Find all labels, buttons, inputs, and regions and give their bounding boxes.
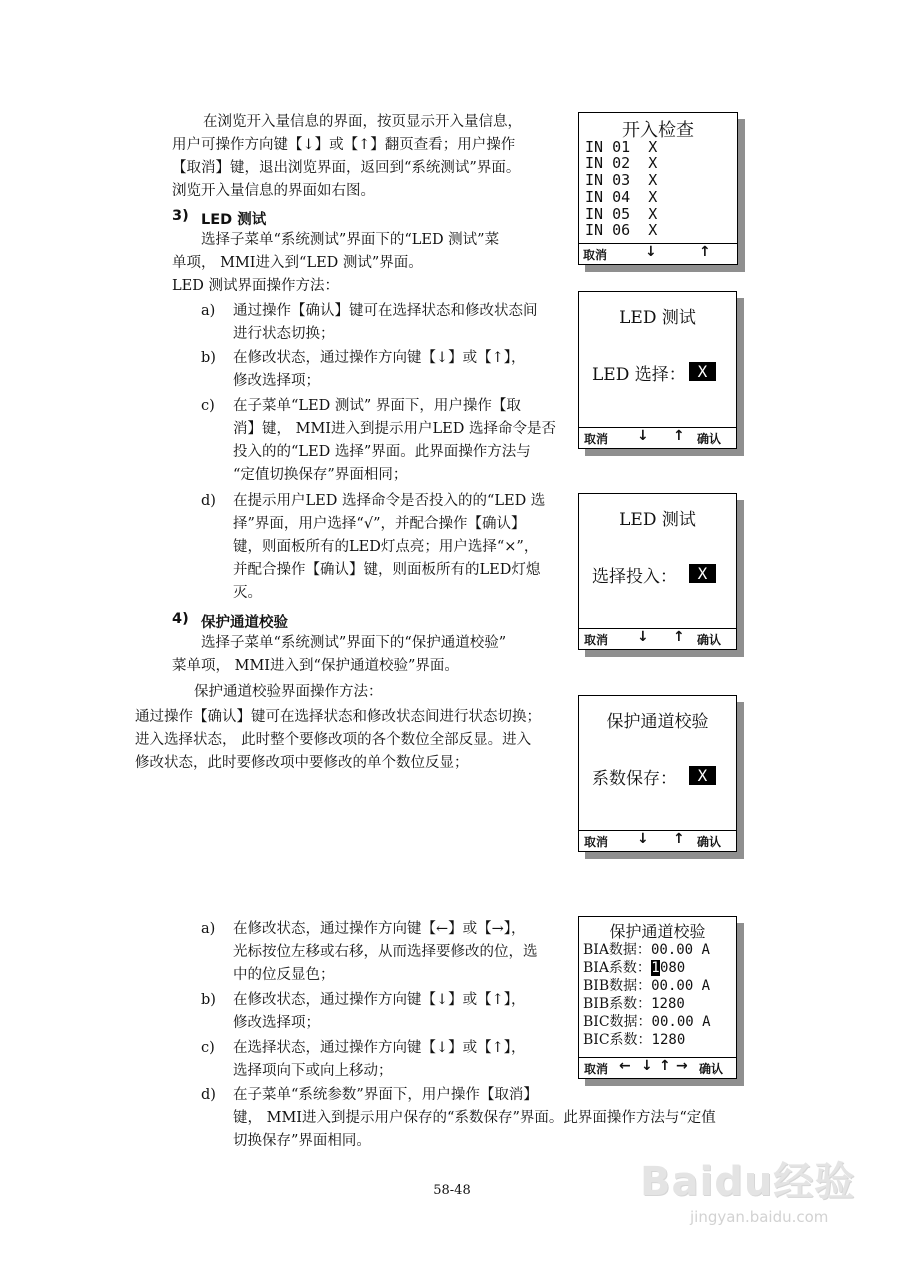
down-arrow-icon[interactable]: ↓ xyxy=(637,831,649,847)
item-text: 键， MMI进入到提示用户保存的“系数保存”界面。此界面操作方法与“定值 xyxy=(233,1110,716,1126)
item-text: 投入的的“LED 选择”界面。此界面操作方法与 xyxy=(233,444,531,460)
input-row: IN 04 X xyxy=(585,188,658,206)
softkey-bar xyxy=(579,243,737,264)
item-text: 在修改状态，通过操作方向键【↓】或【↑】， xyxy=(233,350,526,366)
channel-name: BIB系数： xyxy=(583,996,652,1012)
channel-value: 00.00 A xyxy=(651,1014,711,1030)
item-text: 光标按位左移或右移，从而选择要修改的位，选 xyxy=(233,944,538,960)
sec4-intro: 菜单项， MMI进入到“保护通道校验”界面。 xyxy=(172,658,459,674)
screen-title: LED 测试 xyxy=(619,308,696,328)
screen-title: 开入检查 xyxy=(622,120,694,141)
softkey-bar xyxy=(579,427,736,448)
item-text: 在选择状态，通过操作方向键【↓】或【↑】， xyxy=(233,1040,526,1056)
softkey-bar xyxy=(579,1057,736,1078)
down-arrow-icon[interactable]: ↓ xyxy=(641,1058,653,1074)
channel-row xyxy=(583,941,710,959)
confirm-softkey[interactable]: 确认 xyxy=(697,835,722,849)
item-label: d) xyxy=(201,493,216,509)
softkey-bar xyxy=(579,830,736,851)
up-arrow-icon[interactable]: ↑ xyxy=(673,629,685,645)
para1-line: 浏览开入量信息的界面如右图。 xyxy=(172,183,375,199)
item-text: 择”界面，用户选择“√”，并配合操作【确认】 xyxy=(233,516,526,532)
channel-name: BIC系数： xyxy=(583,1032,652,1048)
channel-row xyxy=(583,977,710,995)
channel-name: BIA系数： xyxy=(583,960,651,976)
softkey-bar xyxy=(579,628,736,649)
section-title: LED 测试 xyxy=(201,212,267,228)
channel-name: BIA数据： xyxy=(583,942,651,958)
item-text: 修改选择项； xyxy=(233,1015,320,1031)
item-text: 键，则面板所有的LED灯点亮；用户选择“×”， xyxy=(233,539,539,555)
channel-row xyxy=(583,995,685,1013)
item-label: b) xyxy=(201,992,216,1008)
channel-row xyxy=(583,1031,685,1049)
channel-value: 00.00 A xyxy=(651,978,711,994)
page-number: 58-48 xyxy=(433,1183,471,1198)
led-select-label: LED 选择： xyxy=(592,365,686,385)
item-text: 中的位反显色； xyxy=(233,967,335,983)
confirm-softkey[interactable]: 确认 xyxy=(697,633,722,647)
input-row: IN 02 X xyxy=(585,154,658,172)
led-select-value[interactable]: X xyxy=(689,362,716,381)
right-arrow-icon[interactable]: → xyxy=(676,1058,688,1074)
screen-title: 保护通道校验 xyxy=(606,712,709,732)
channel-value: 00.00 A xyxy=(650,942,710,958)
down-arrow-icon[interactable]: ↓ xyxy=(645,244,657,260)
input-row: IN 01 X xyxy=(585,138,658,156)
item-text: 切换保存”界面相同。 xyxy=(233,1133,371,1149)
edit-cursor[interactable]: 1 xyxy=(651,960,660,976)
section-number: 4) xyxy=(172,611,189,627)
up-arrow-icon[interactable]: ↑ xyxy=(699,244,711,260)
sec3-intro: 单项， MMI进入到“LED 测试”界面。 xyxy=(172,255,423,271)
channel-name: BIC数据： xyxy=(583,1014,652,1030)
item-label: b) xyxy=(201,350,216,366)
baidu-watermark-logo: Baidu经验 xyxy=(640,1159,856,1205)
item-text: 在子菜单“LED 测试” 界面下，用户操作【取 xyxy=(233,398,521,414)
sec3-method: LED 测试界面操作方法： xyxy=(172,278,339,294)
input-row: IN 06 X xyxy=(585,221,658,239)
coef-save-label: 系数保存： xyxy=(592,769,677,789)
item-label: c) xyxy=(201,398,215,414)
cancel-softkey[interactable]: 取消 xyxy=(584,1062,609,1076)
channel-row xyxy=(583,959,685,977)
para1-line: 在浏览开入量信息的界面，按页显示开入量信息， xyxy=(203,114,522,130)
section-number: 3) xyxy=(172,208,189,224)
channel-value: 1280 xyxy=(651,996,685,1012)
channel-name: BIB数据： xyxy=(583,978,652,994)
screen-title: LED 测试 xyxy=(619,510,696,530)
item-text: 并配合操作【确认】键，则面板所有的LED灯熄 xyxy=(233,562,541,578)
cancel-softkey[interactable]: 取消 xyxy=(583,248,608,262)
input-row: IN 03 X xyxy=(585,171,658,189)
cancel-softkey[interactable]: 取消 xyxy=(584,432,609,446)
lcd-screen-channel-save xyxy=(578,695,737,852)
channel-row xyxy=(583,1013,711,1031)
cancel-softkey[interactable]: 取消 xyxy=(584,835,609,849)
sec3-intro: 选择子菜单“系统测试”界面下的“LED 测试”菜 xyxy=(201,232,500,248)
item-text: 在修改状态，通过操作方向键【←】或【→】， xyxy=(233,921,526,937)
item-text: 进行状态切换； xyxy=(233,326,335,342)
lcd-screen-channel-data xyxy=(578,916,737,1079)
enable-select-value[interactable]: X xyxy=(689,564,716,583)
coef-save-value[interactable]: X xyxy=(689,766,716,785)
watermark-url: jingyan.baidu.com xyxy=(690,1208,829,1226)
section-title: 保护通道校验 xyxy=(201,615,288,631)
sec4-body: 进入选择状态， 此时整个要修改项的各个数位全部反显。进入 xyxy=(135,732,532,748)
para1-line: 【取消】键，退出浏览界面，返回到“系统测试”界面。 xyxy=(172,160,521,176)
up-arrow-icon[interactable]: ↑ xyxy=(659,1058,671,1074)
item-text: 在提示用户LED 选择命令是否投入的的“LED 选 xyxy=(233,493,546,509)
sec4-intro: 选择子菜单“系统测试”界面下的“保护通道校验” xyxy=(201,635,507,651)
item-text: 修改选择项； xyxy=(233,373,320,389)
channel-value: 080 xyxy=(659,960,686,976)
down-arrow-icon[interactable]: ↓ xyxy=(637,629,649,645)
enable-select-label: 选择投入： xyxy=(592,567,677,587)
item-text: 通过操作【确认】键可在选择状态和修改状态间 xyxy=(233,303,538,319)
channel-value: 1280 xyxy=(651,1032,686,1048)
confirm-softkey[interactable]: 确认 xyxy=(697,432,722,446)
item-text: 消】键， MMI进入到提示用户LED 选择命令是否 xyxy=(233,421,556,437)
item-label: a) xyxy=(201,303,216,319)
item-label: d) xyxy=(201,1087,216,1103)
cancel-softkey[interactable]: 取消 xyxy=(584,633,609,647)
lcd-screen-led-enable xyxy=(578,493,737,650)
up-arrow-icon[interactable]: ↑ xyxy=(673,428,685,444)
lcd-screen-led-test xyxy=(578,291,737,449)
confirm-softkey[interactable]: 确认 xyxy=(699,1062,724,1076)
down-arrow-icon[interactable]: ↓ xyxy=(637,428,649,444)
item-text: “定值切换保存”界面相同； xyxy=(233,467,408,483)
input-row: IN 05 X xyxy=(585,205,658,223)
sec4-body: 通过操作【确认】键可在选择状态和修改状态间进行状态切换； xyxy=(135,709,541,725)
item-label: a) xyxy=(201,921,216,937)
up-arrow-icon[interactable]: ↑ xyxy=(673,831,685,847)
item-text: 在子菜单“系统参数”界面下，用户操作【取消】 xyxy=(233,1087,538,1103)
sec4-method: 保护通道校验界面操作方法： xyxy=(194,684,383,700)
para1-line: 用户可操作方向键【↓】或【↑】翻页查看；用户操作 xyxy=(172,137,516,153)
left-arrow-icon[interactable]: ← xyxy=(619,1058,631,1074)
sec4-body: 修改状态，此时要修改项中要修改的单个数位反显； xyxy=(135,755,469,771)
lcd-screen-input-check xyxy=(578,112,738,265)
item-text: 在修改状态，通过操作方向键【↓】或【↑】， xyxy=(233,992,526,1008)
item-text: 选择项向下或向上移动； xyxy=(233,1063,393,1079)
item-text: 灭。 xyxy=(233,585,262,601)
screen-title: 保护通道校验 xyxy=(609,922,706,941)
item-label: c) xyxy=(201,1040,215,1056)
